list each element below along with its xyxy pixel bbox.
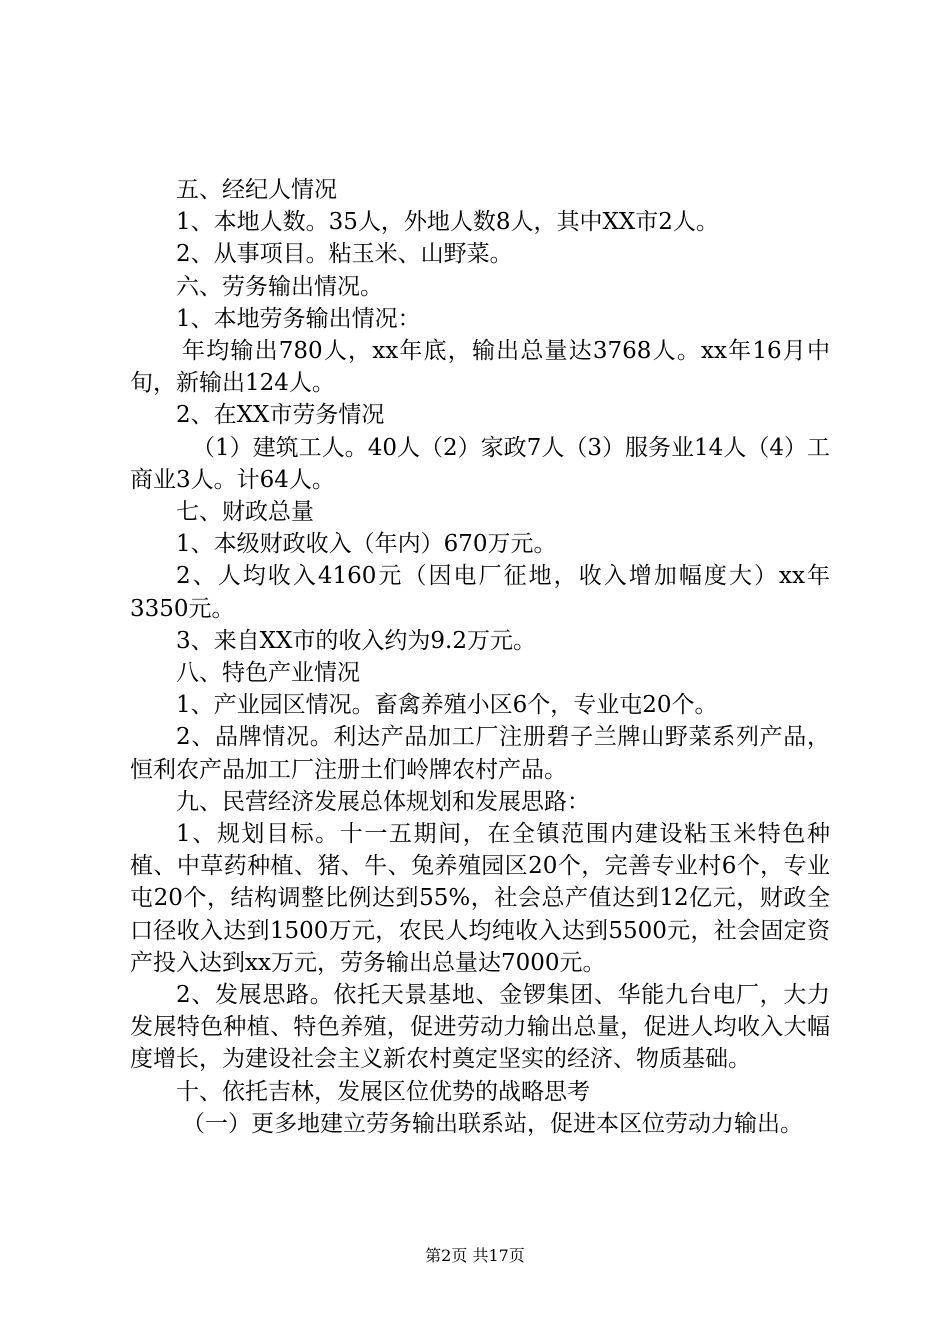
page-footer: 第2页 共17页 [425, 1246, 525, 1265]
paragraph: 2、发展思路。依托天景基地、金锣集团、华能九台电厂，大力发展特色种植、特色养殖，促进劳动力输出总量，促进人均收入大幅度增长，为建设社会主义新农村奠定坚实的经济、物质基础。 [130, 982, 830, 1073]
document-body [130, 174, 830, 1140]
paragraph: 2、从事项目。粘玉米、山野菜。 [176, 241, 513, 268]
paragraph: （一）更多地建立劳务输出联系站，促进本区位劳动力输出。 [182, 1110, 803, 1137]
paragraph: 1、本地人数。35人，外地人数8人，其中XX市2人。 [176, 209, 719, 236]
section-heading-7: 七、财政总量 [176, 499, 314, 526]
section-heading-5: 五、经纪人情况 [176, 177, 337, 203]
paragraph: （1）建筑工人。40人（2）家政7人（3）服务业14人（4）工商业3人。计64人。 [130, 434, 830, 493]
section-heading-10: 十、依托吉林，发展区位优势的战略思考 [176, 1078, 590, 1105]
paragraph: 1、产业园区情况。畜禽养殖小区6个，专业屯20个。 [176, 692, 718, 719]
paragraph: 3、来自XX市的收入约为9.2万元。 [176, 627, 536, 654]
section-heading-6: 六、劳务输出情况。 [176, 273, 383, 300]
section-heading-9: 九、民营经济发展总体规划和发展思路： [176, 788, 590, 815]
paragraph: 1、本地劳务输出情况： [176, 305, 421, 332]
paragraph: 1、规划目标。十一五期间，在全镇范围内建设粘玉米特色种植、中草药种植、猪、牛、兔养殖园区20个，完善专业村6个，专业屯20个，结构调整比例达到55%，社会总产值达到12亿元，财政全口径收入达到1500万元，农民人均纯收入达到5500元，社会固定资产投入达到xx万元，劳务输出总量达7000元。 [130, 821, 830, 976]
section-heading-8: 八、特色产业情况 [176, 660, 360, 687]
paragraph: 1、本级财政收入（年内）670万元。 [176, 531, 557, 558]
paragraph: 年均输出780人，xx年底，输出总量达3768人。xx年16月中旬，新输出124人。 [130, 338, 830, 397]
paragraph: 2、在XX市劳务情况 [176, 402, 385, 429]
paragraph: 2、人均收入4160元（因电厂征地，收入增加幅度大）xx年3350元。 [130, 563, 830, 622]
paragraph: 2、品牌情况。利达产品加工厂注册碧子兰牌山野菜系列产品，恒利农产品加工厂注册土们岭牌农村产品。 [130, 724, 830, 783]
